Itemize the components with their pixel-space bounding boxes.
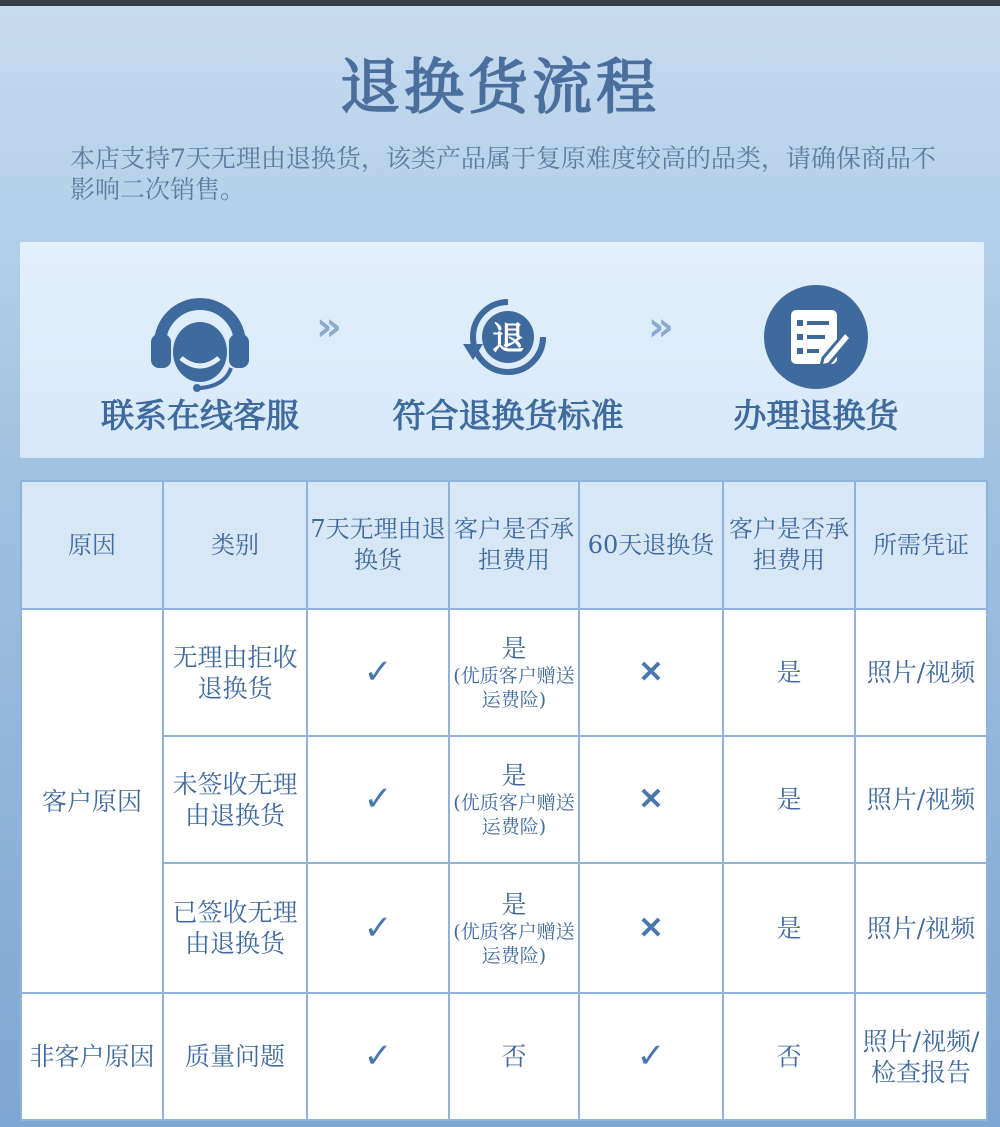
cell-proof: 照片/视频 bbox=[855, 736, 987, 863]
header-category: 类别 bbox=[163, 481, 307, 609]
cell-proof: 照片/视频 bbox=[855, 863, 987, 993]
fee-value: 是 bbox=[501, 634, 527, 663]
cell-category: 无理由拒收退换货 bbox=[163, 609, 307, 736]
header-fee-7day: 客户是否承担费用 bbox=[449, 481, 579, 609]
check-icon: ✓ bbox=[579, 993, 723, 1120]
chevron-double-right-icon: » bbox=[316, 304, 342, 350]
step-meet-standard bbox=[358, 242, 658, 458]
step-contact-service bbox=[50, 242, 350, 458]
step-process-return bbox=[666, 242, 966, 458]
intro-text: 本店支持7天无理由退换货，该类产品属于复原难度较高的品类，请确保商品不影响二次销售。 bbox=[70, 144, 936, 204]
fee-note: (优质客户赠送运费险) bbox=[453, 665, 575, 711]
table-header-row bbox=[21, 481, 987, 609]
cell-fee-60day: 否 bbox=[723, 993, 855, 1120]
header-7day: 7天无理由退换货 bbox=[307, 481, 449, 609]
cell-fee-60day: 是 bbox=[723, 609, 855, 736]
cell-fee-7day bbox=[449, 736, 579, 863]
top-strip bbox=[0, 0, 1000, 6]
fee-note: (优质客户赠送运费险) bbox=[453, 792, 575, 838]
header-proof: 所需凭证 bbox=[855, 481, 987, 609]
cell-fee-7day bbox=[449, 993, 579, 1120]
table-row bbox=[21, 993, 987, 1120]
group-customer-reason: 客户原因 bbox=[21, 609, 163, 993]
check-icon: ✓ bbox=[307, 609, 449, 736]
process-steps bbox=[20, 242, 984, 458]
header-reason: 原因 bbox=[21, 481, 163, 609]
cell-proof: 照片/视频/检查报告 bbox=[855, 993, 987, 1120]
page-title: 退换货流程 bbox=[340, 53, 660, 123]
step-label: 办理退换货 bbox=[733, 396, 899, 435]
fee-value: 是 bbox=[501, 889, 527, 919]
return-icon-text: 退 bbox=[491, 319, 525, 357]
cell-category: 未签收无理由退换货 bbox=[163, 736, 307, 863]
header-60day: 60天退换货 bbox=[579, 481, 723, 609]
fee-value: 否 bbox=[501, 1042, 527, 1071]
cell-fee-60day: 是 bbox=[723, 736, 855, 863]
cross-icon: ✕ bbox=[579, 863, 723, 993]
fee-note: (优质客户赠送运费险) bbox=[453, 920, 575, 967]
return-policy-table bbox=[20, 480, 988, 1121]
check-icon: ✓ bbox=[307, 993, 449, 1120]
table-row bbox=[21, 863, 987, 993]
cross-icon: ✕ bbox=[579, 736, 723, 863]
cell-fee-7day bbox=[449, 863, 579, 993]
cell-category: 已签收无理由退换货 bbox=[163, 863, 307, 993]
check-icon: ✓ bbox=[307, 736, 449, 863]
cell-fee-7day bbox=[449, 609, 579, 736]
fee-value: 是 bbox=[501, 761, 527, 790]
group-noncustomer-reason: 非客户原因 bbox=[21, 993, 163, 1120]
chevron-double-right-icon: » bbox=[648, 304, 674, 350]
cell-category: 质量问题 bbox=[163, 993, 307, 1120]
cell-fee-60day: 是 bbox=[723, 863, 855, 993]
headset-agent-icon bbox=[145, 282, 255, 392]
header-fee-60day: 客户是否承担费用 bbox=[723, 481, 855, 609]
cross-icon: ✕ bbox=[579, 609, 723, 736]
step-label: 联系在线客服 bbox=[101, 396, 299, 435]
return-refresh-icon bbox=[453, 282, 563, 392]
cell-proof: 照片/视频 bbox=[855, 609, 987, 736]
table-row bbox=[21, 609, 987, 736]
table-row bbox=[21, 736, 987, 863]
form-edit-icon bbox=[761, 282, 871, 392]
step-label: 符合退换货标准 bbox=[392, 396, 624, 435]
check-icon: ✓ bbox=[307, 863, 449, 993]
